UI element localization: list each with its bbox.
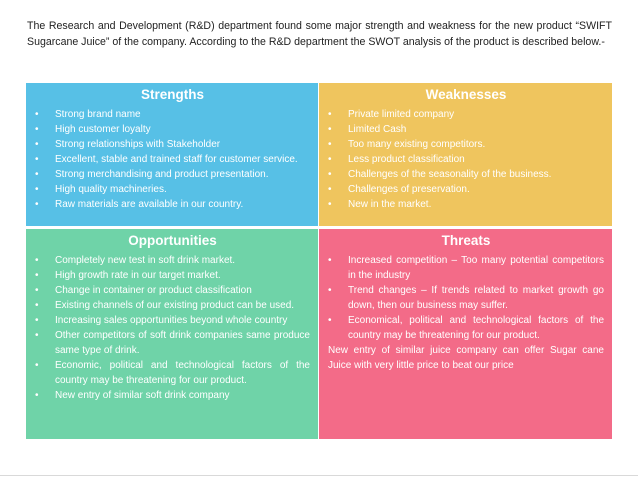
list-item: • Raw materials are available in our country. bbox=[35, 199, 244, 210]
bullet-icon: • bbox=[35, 169, 39, 180]
bullet-icon: • bbox=[35, 184, 39, 195]
list-item: • Existing channels of our existing product can be used. bbox=[35, 300, 295, 311]
bullet-icon: • bbox=[35, 285, 39, 296]
threats-title: Threats bbox=[441, 233, 491, 248]
bullet-icon: • bbox=[328, 285, 332, 296]
opportunities-panel bbox=[26, 229, 318, 439]
bullet-icon: • bbox=[328, 154, 332, 165]
list-item: • New in the market. bbox=[328, 199, 432, 210]
list-item: • Too many existing competitors. bbox=[328, 139, 486, 150]
bottom-divider bbox=[0, 475, 638, 476]
list-item: • Strong relationships with Stakeholder bbox=[35, 139, 221, 150]
list-item: • Other competitors of soft drink companies same produce same type of drink. bbox=[35, 330, 310, 356]
list-item: • Completely new test in soft drink market. bbox=[35, 255, 236, 266]
list-item: • Private limited company bbox=[328, 109, 455, 120]
threats-list bbox=[328, 253, 604, 343]
bullet-icon: • bbox=[328, 315, 332, 326]
list-item: • Challenges of the seasonality of the business. bbox=[328, 169, 552, 180]
bullet-icon: • bbox=[328, 169, 332, 180]
bullet-icon: • bbox=[35, 199, 39, 210]
list-item: • Strong brand name bbox=[35, 109, 141, 120]
intro-paragraph: The Research and Development (R&D) department found some major strength and weakness for the new product “SWIFT Sugarcane Juice” of the company. According to the R&D department the SWOT analysis of the product is described below.- bbox=[27, 20, 612, 48]
bullet-icon: • bbox=[35, 255, 39, 266]
list-item: • Limited Cash bbox=[328, 124, 407, 135]
bullet-icon: • bbox=[328, 139, 332, 150]
weaknesses-list bbox=[328, 107, 604, 212]
bullet-icon: • bbox=[35, 330, 39, 341]
list-item: • Economical, political and technological factors of the country may be threatening for our product. bbox=[328, 315, 604, 341]
list-item: • New entry of similar soft drink company bbox=[35, 390, 230, 401]
threats-note: New entry of similar juice company can offer Sugar cane Juice with very little price to beat our price bbox=[328, 345, 604, 371]
bullet-icon: • bbox=[35, 270, 39, 281]
strengths-panel bbox=[26, 83, 318, 226]
bullet-icon: • bbox=[35, 315, 39, 326]
list-item: • High customer loyalty bbox=[35, 124, 151, 135]
list-item: • Increased competition – Too many potential competitors in the industry bbox=[328, 255, 604, 281]
bullet-icon: • bbox=[328, 124, 332, 135]
list-item: • Increasing sales opportunities beyond whole country bbox=[35, 315, 288, 326]
bullet-icon: • bbox=[35, 109, 39, 120]
bullet-icon: • bbox=[35, 360, 39, 371]
weaknesses-panel bbox=[319, 83, 612, 226]
list-item: • Less product classification bbox=[328, 154, 465, 165]
bullet-icon: • bbox=[35, 300, 39, 311]
list-item: • High growth rate in our target market. bbox=[35, 270, 221, 281]
bullet-icon: • bbox=[35, 154, 39, 165]
bullet-icon: • bbox=[35, 124, 39, 135]
opportunities-title: Opportunities bbox=[128, 233, 217, 248]
opportunities-list bbox=[35, 253, 310, 403]
bullet-icon: • bbox=[35, 139, 39, 150]
weaknesses-title: Weaknesses bbox=[425, 87, 507, 102]
threats-panel bbox=[319, 229, 612, 439]
strengths-title: Strengths bbox=[140, 87, 204, 102]
bullet-icon: • bbox=[328, 255, 332, 266]
list-item: • Challenges of preservation. bbox=[328, 184, 470, 195]
list-item: • Strong merchandising and product presentation. bbox=[35, 169, 269, 180]
bullet-icon: • bbox=[328, 184, 332, 195]
list-item: • Excellent, stable and trained staff for customer service. bbox=[35, 154, 298, 165]
list-item: • High quality machineries. bbox=[35, 184, 167, 195]
list-item: • Change in container or product classification bbox=[35, 285, 252, 296]
bullet-icon: • bbox=[328, 199, 332, 210]
bullet-icon: • bbox=[35, 390, 39, 401]
list-item: • Economic, political and technological factors of the country may be threatening for our product. bbox=[35, 360, 310, 386]
list-item: • Trend changes – If trends related to market growth go down, then our business may suffer. bbox=[328, 285, 604, 311]
bullet-icon: • bbox=[328, 109, 332, 120]
strengths-list bbox=[35, 107, 310, 212]
